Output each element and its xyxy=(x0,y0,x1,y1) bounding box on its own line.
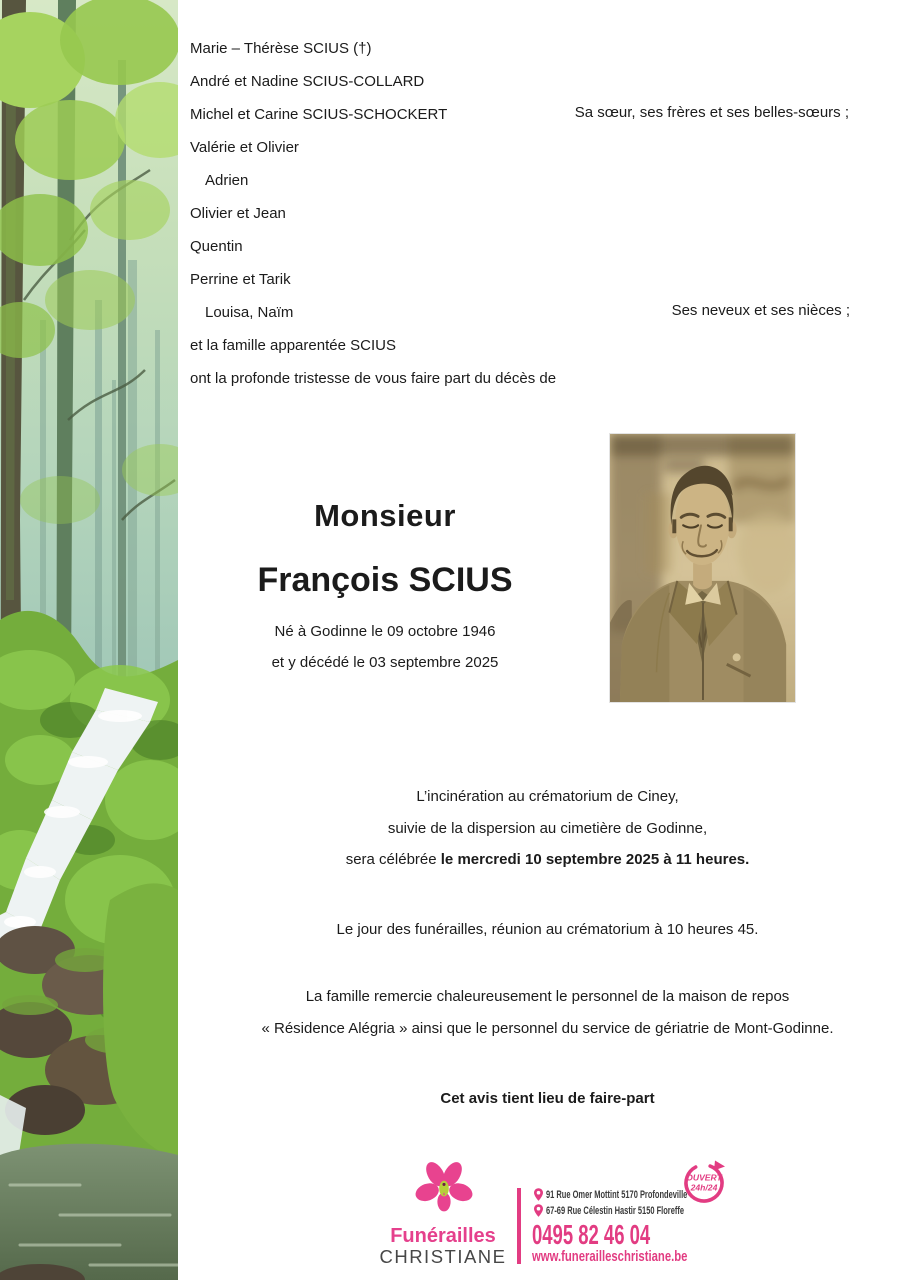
thanks-line-1: La famille remercie chaleureusement le personnel de la maison de repos xyxy=(305,988,790,1005)
location-pin-icon xyxy=(534,1204,543,1217)
deceased-birth-line: Né à Godinne le 09 octobre 1946 xyxy=(274,623,496,640)
family-name: André et Nadine SCIUS-COLLARD xyxy=(190,73,425,90)
celebration-date: le mercredi 10 septembre 2025 à 11 heures. xyxy=(440,851,750,868)
relation-label-nephews-nieces: Ses neveux et ses nièces ; xyxy=(671,302,850,319)
family-name: Adrien xyxy=(205,172,249,189)
family-name: Quentin xyxy=(190,238,243,255)
family-name: Louisa, Naïm xyxy=(205,304,294,321)
website-url-text: www.funerailleschristiane.be xyxy=(532,1249,688,1265)
address-line-2 xyxy=(534,1204,749,1217)
cremation-line: L’incinération au crématorium de Ciney, xyxy=(416,788,679,805)
deceased-title: Monsieur xyxy=(314,498,456,533)
deceased-death-line: et y décédé le 03 septembre 2025 xyxy=(271,654,499,671)
badge-text-ouvert: OUVERT xyxy=(686,1172,722,1183)
family-name: et la famille apparentée SCIUS xyxy=(190,337,396,354)
dispersion-line: suivie de la dispersion au cimetière de Godinne, xyxy=(387,820,708,837)
celebration-line xyxy=(190,851,905,868)
family-name: Valérie et Olivier xyxy=(190,139,299,156)
phone-number xyxy=(532,1219,711,1251)
address-text-1: 91 Rue Omer Mottint 5170 Profondeville xyxy=(546,1188,688,1201)
family-name: Michel et Carine SCIUS-SCHOCKERT xyxy=(190,106,448,123)
notice-line: Cet avis tient lieu de faire-part xyxy=(440,1090,655,1107)
orchid-flower-icon xyxy=(414,1161,474,1215)
address-text-2: 67-69 Rue Célestin Hastir 5150 Floreffe xyxy=(546,1204,685,1217)
thanks-line-2: « Résidence Alégria » ainsi que le personnel du service de gériatrie de Mont-Godinne. xyxy=(261,1020,834,1037)
circular-arrow-open-24h-icon xyxy=(682,1160,726,1204)
celebration-prefix: sera célébrée xyxy=(345,851,441,868)
deceased-name: François SCIUS xyxy=(257,561,513,599)
family-name: Perrine et Tarik xyxy=(190,271,291,288)
deceased-portrait-photo xyxy=(609,433,796,703)
family-name: Olivier et Jean xyxy=(190,205,286,222)
location-pin-icon xyxy=(534,1188,543,1201)
footer-divider xyxy=(517,1188,521,1264)
forest-waterfall-illustration xyxy=(0,0,178,1280)
portrait-illustration xyxy=(610,434,795,702)
badge-text-24h: 24h/24 xyxy=(690,1182,718,1193)
orchid-logo-icon xyxy=(414,1161,474,1217)
relation-label-siblings: Sa sœur, ses frères et ses belles-sœurs ; xyxy=(574,104,849,121)
forest-waterfall-image xyxy=(0,0,178,1280)
website-url xyxy=(532,1249,731,1265)
open-24h-badge xyxy=(682,1160,726,1204)
family-names-list xyxy=(190,39,556,402)
family-name: Marie – Thérèse SCIUS (†) xyxy=(190,40,372,57)
brand-name-line1: Funérailles xyxy=(390,1225,496,1247)
phone-number-text: 0495 82 46 04 xyxy=(532,1219,651,1250)
announcement-intro-line: ont la profonde tristesse de vous faire part du décès de xyxy=(190,370,557,387)
meeting-line: Le jour des funérailles, réunion au crématorium à 10 heures 45. xyxy=(336,921,759,938)
brand-name-line2: CHRISTIANE xyxy=(379,1246,507,1267)
